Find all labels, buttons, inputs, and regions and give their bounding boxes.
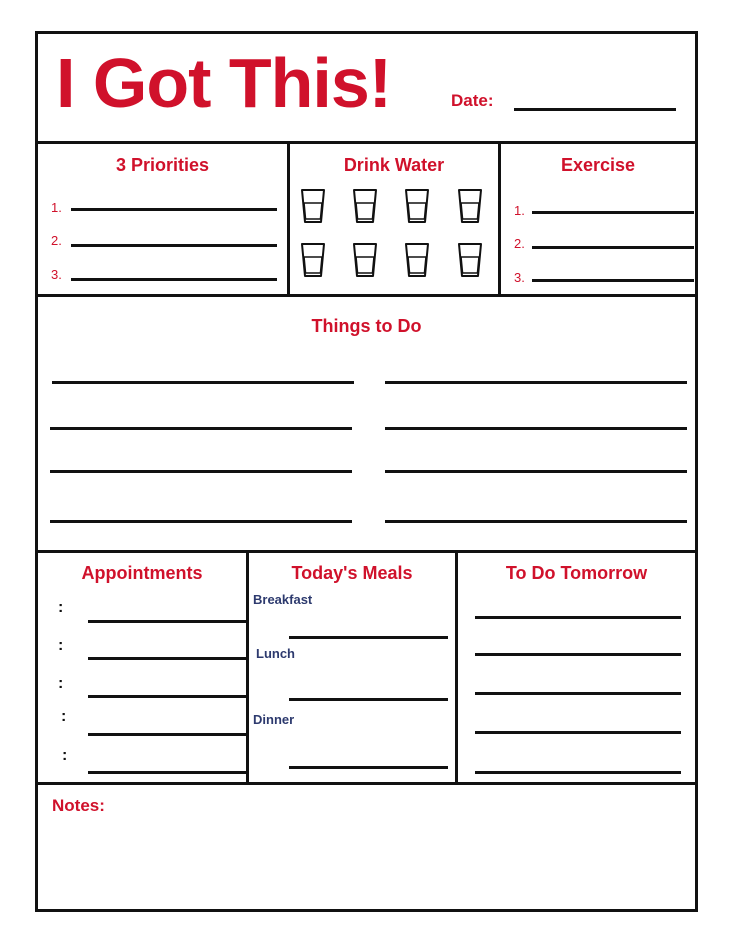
- appointment-colon: :: [58, 599, 64, 616]
- water-glass-icon[interactable]: [300, 187, 326, 225]
- exercise-line[interactable]: [532, 279, 694, 282]
- appointments-meals-divider: [246, 550, 249, 785]
- exercise-number: 1.: [514, 203, 525, 218]
- tomorrow-title: To Do Tomorrow: [505, 563, 648, 583]
- planner-page: [35, 31, 698, 912]
- water-glass-icon[interactable]: [352, 187, 378, 225]
- appointments-title: Appointments: [81, 563, 203, 583]
- water-glass-icon[interactable]: [457, 241, 483, 279]
- top-row-divider: [38, 294, 695, 297]
- todo-line[interactable]: [50, 520, 352, 523]
- date-field-line[interactable]: [514, 108, 676, 111]
- todo-line[interactable]: [385, 427, 687, 430]
- water-glass-icon[interactable]: [404, 241, 430, 279]
- priority-number: 1.: [51, 200, 62, 215]
- tomorrow-line[interactable]: [475, 692, 681, 695]
- exercise-number: 2.: [514, 236, 525, 251]
- exercise-title: Exercise: [560, 155, 636, 175]
- priority-number: 2.: [51, 233, 62, 248]
- exercise-number: 3.: [514, 270, 525, 285]
- tomorrow-line[interactable]: [475, 616, 681, 619]
- tomorrow-line[interactable]: [475, 771, 681, 774]
- meals-title: Today's Meals: [291, 563, 413, 583]
- water-glass-icon[interactable]: [457, 187, 483, 225]
- tomorrow-line[interactable]: [475, 653, 681, 656]
- water-glass-icon[interactable]: [352, 241, 378, 279]
- appointment-colon: :: [62, 747, 68, 764]
- exercise-line[interactable]: [532, 211, 694, 214]
- meals-tomorrow-divider: [455, 550, 458, 785]
- notes-area[interactable]: [38, 785, 695, 909]
- dinner-label: Dinner: [253, 712, 295, 727]
- breakfast-line[interactable]: [289, 636, 448, 639]
- appointment-line[interactable]: [88, 733, 248, 736]
- todo-line[interactable]: [52, 381, 354, 384]
- breakfast-label: Breakfast: [253, 592, 313, 607]
- priority-line[interactable]: [71, 244, 277, 247]
- date-label: Date:: [451, 91, 494, 110]
- todo-divider: [38, 550, 695, 553]
- todo-line[interactable]: [50, 470, 352, 473]
- lunch-line[interactable]: [289, 698, 448, 701]
- priority-line[interactable]: [71, 208, 277, 211]
- priorities-title: 3 Priorities: [115, 155, 210, 175]
- water-glass-icon[interactable]: [300, 241, 326, 279]
- priority-number: 3.: [51, 267, 62, 282]
- water-title: Drink Water: [343, 155, 445, 175]
- header-divider: [38, 141, 695, 144]
- appointment-colon: :: [58, 637, 64, 654]
- appointment-line[interactable]: [88, 657, 248, 660]
- priority-line[interactable]: [71, 278, 277, 281]
- todo-line[interactable]: [385, 381, 687, 384]
- exercise-line[interactable]: [532, 246, 694, 249]
- page-title: I Got This!: [56, 44, 392, 122]
- tomorrow-line[interactable]: [475, 731, 681, 734]
- todo-line[interactable]: [385, 520, 687, 523]
- appointment-line[interactable]: [88, 771, 248, 774]
- notes-label: Notes:: [52, 796, 105, 815]
- dinner-line[interactable]: [289, 766, 448, 769]
- appointment-colon: :: [58, 675, 64, 692]
- appointment-line[interactable]: [88, 620, 248, 623]
- lunch-label: Lunch: [256, 646, 295, 661]
- todo-title: Things to Do: [311, 316, 422, 336]
- todo-line[interactable]: [385, 470, 687, 473]
- appointment-line[interactable]: [88, 695, 248, 698]
- todo-line[interactable]: [50, 427, 352, 430]
- water-glass-icon[interactable]: [404, 187, 430, 225]
- appointment-colon: :: [61, 708, 67, 725]
